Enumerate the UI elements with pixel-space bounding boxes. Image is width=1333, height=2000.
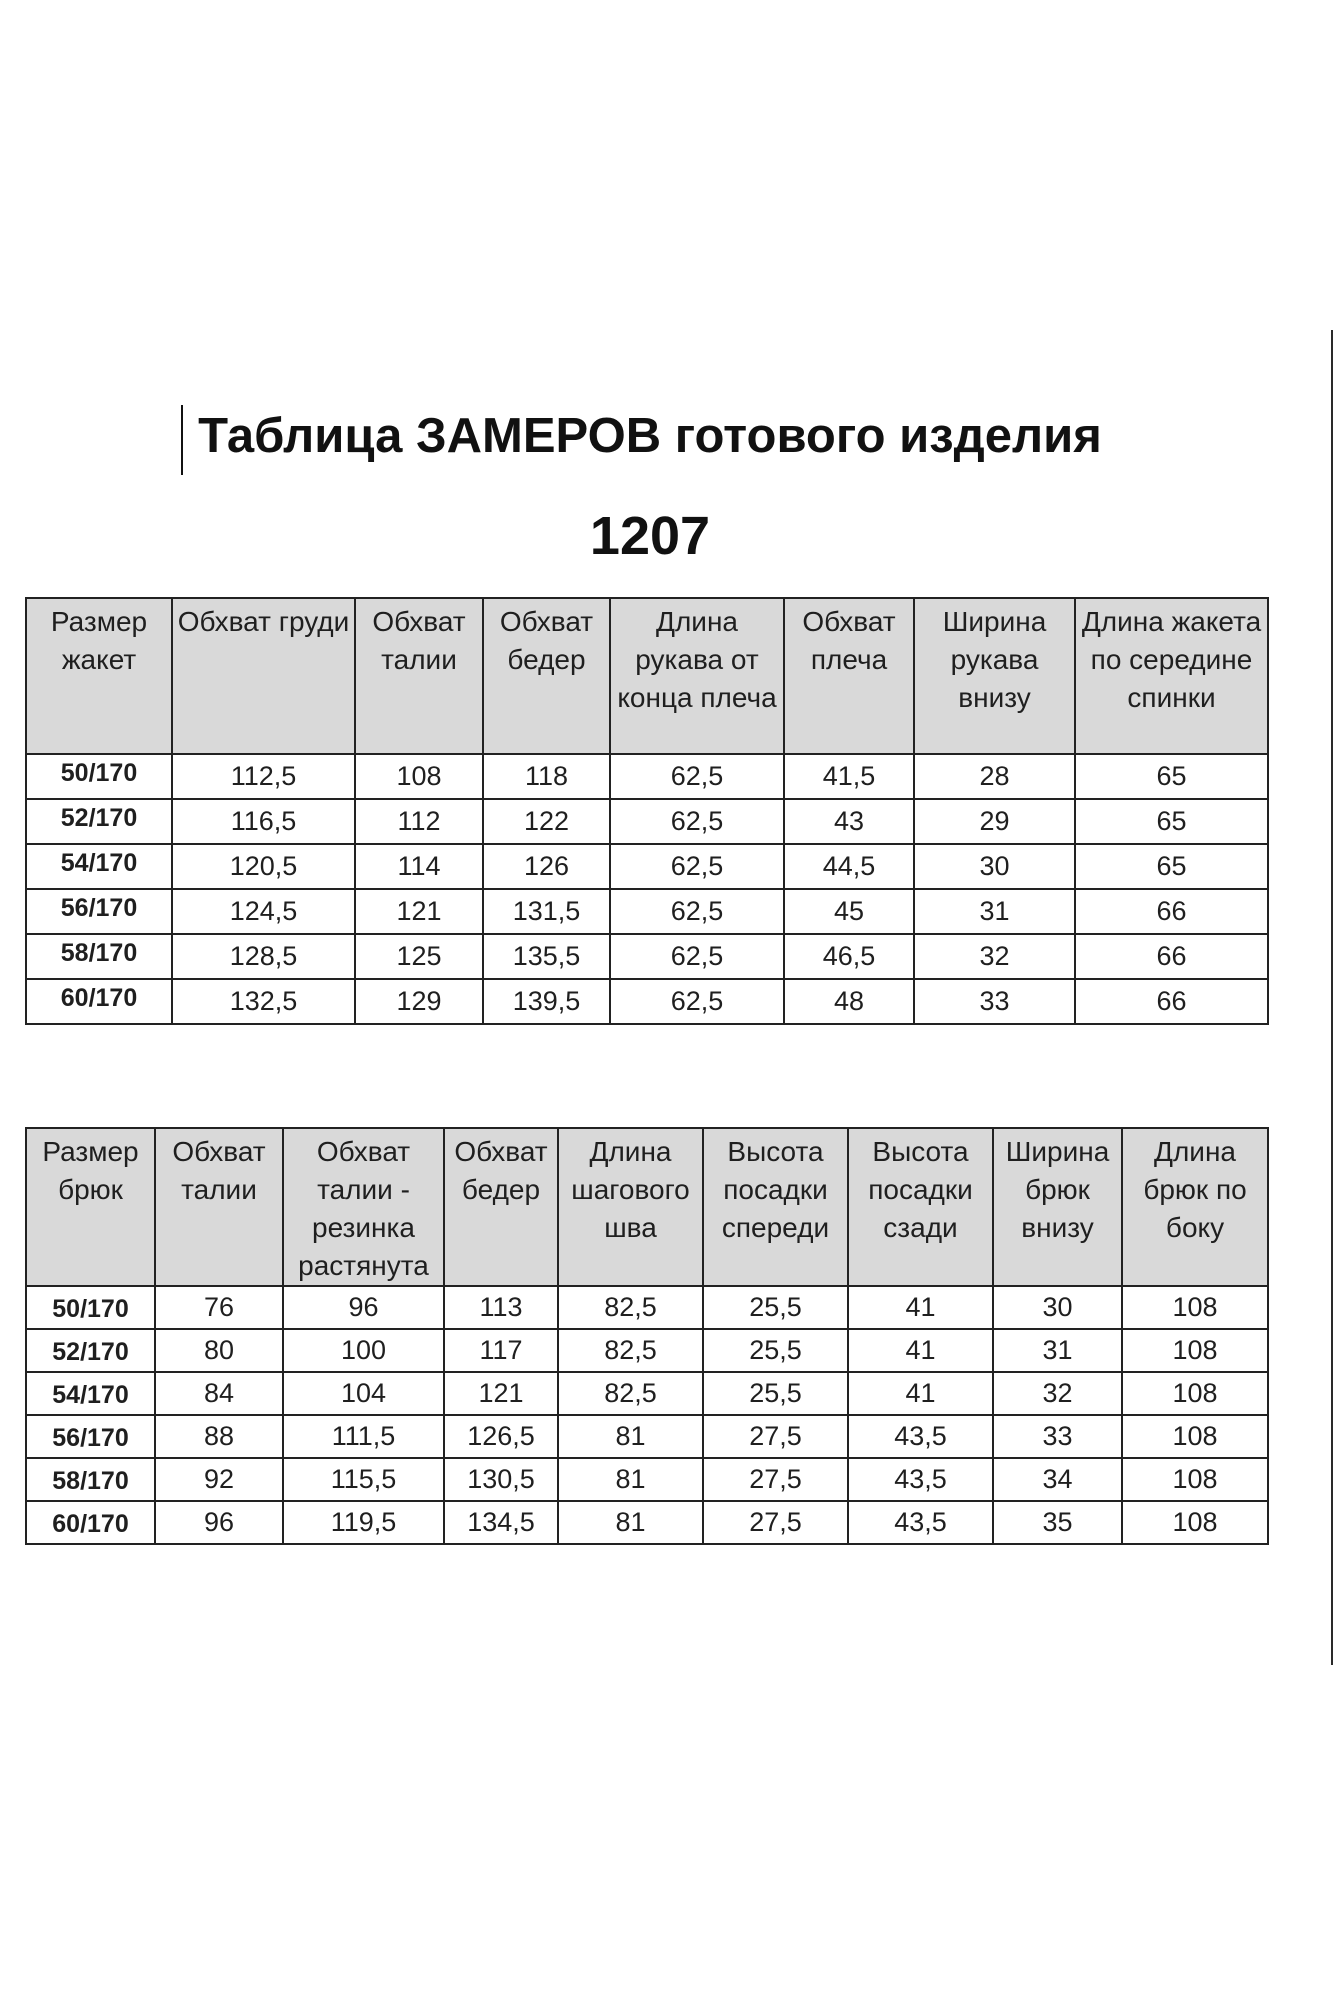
jacket-value-cell: 128,5: [172, 934, 355, 979]
jacket-table-row: [26, 934, 1268, 979]
pants-header-cell: Ширина брюк внизу: [993, 1128, 1122, 1286]
pants-header-cell: Обхват талии - резинка растянута: [283, 1128, 444, 1286]
pants-value-cell: 41: [848, 1329, 993, 1372]
jacket-value-cell: 29: [914, 799, 1075, 844]
jacket-header-cell: Ширина рукава внизу: [914, 598, 1075, 754]
pants-value-cell: 121: [444, 1372, 558, 1415]
jacket-value-cell: 121: [355, 889, 483, 934]
model-code: 1207: [589, 506, 711, 566]
jacket-value-cell: 118: [483, 754, 610, 799]
pants-size-cell: 56/170: [26, 1415, 155, 1458]
jacket-header-row: [26, 598, 1268, 754]
jacket-value-cell: 43: [784, 799, 914, 844]
pants-value-cell: 96: [155, 1501, 283, 1544]
pants-value-cell: 82,5: [558, 1286, 703, 1329]
pants-value-cell: 43,5: [848, 1415, 993, 1458]
jacket-table-row: [26, 979, 1268, 1024]
jacket-value-cell: 45: [784, 889, 914, 934]
pants-header-cell: Высота посадки спереди: [703, 1128, 848, 1286]
jacket-value-cell: 31: [914, 889, 1075, 934]
jacket-value-cell: 139,5: [483, 979, 610, 1024]
pants-table-row: [26, 1415, 1268, 1458]
jacket-size-cell: 50/170: [26, 754, 172, 799]
jacket-table-row: [26, 799, 1268, 844]
jacket-value-cell: 62,5: [610, 844, 784, 889]
pants-value-cell: 25,5: [703, 1329, 848, 1372]
pants-table-body: [26, 1286, 1268, 1544]
pants-value-cell: 41: [848, 1286, 993, 1329]
pants-value-cell: 108: [1122, 1458, 1268, 1501]
pants-value-cell: 108: [1122, 1329, 1268, 1372]
jacket-value-cell: 62,5: [610, 979, 784, 1024]
pants-value-cell: 43,5: [848, 1501, 993, 1544]
jacket-header-cell: Размер жакет: [26, 598, 172, 754]
pants-value-cell: 76: [155, 1286, 283, 1329]
jacket-value-cell: 112,5: [172, 754, 355, 799]
jacket-value-cell: 120,5: [172, 844, 355, 889]
pants-value-cell: 104: [283, 1372, 444, 1415]
pants-value-cell: 119,5: [283, 1501, 444, 1544]
pants-size-cell: 58/170: [26, 1458, 155, 1501]
pants-value-cell: 34: [993, 1458, 1122, 1501]
jacket-value-cell: 66: [1075, 979, 1268, 1024]
pants-value-cell: 96: [283, 1286, 444, 1329]
jacket-size-cell: 58/170: [26, 934, 172, 979]
pants-value-cell: 100: [283, 1329, 444, 1372]
pants-table-row: [26, 1501, 1268, 1544]
pants-header-cell: Длина брюк по боку: [1122, 1128, 1268, 1286]
jacket-value-cell: 112: [355, 799, 483, 844]
jacket-header-cell: Обхват талии: [355, 598, 483, 754]
jacket-value-cell: 62,5: [610, 889, 784, 934]
pants-value-cell: 33: [993, 1415, 1122, 1458]
jacket-table-body: [26, 754, 1268, 1024]
jacket-value-cell: 132,5: [172, 979, 355, 1024]
pants-table-row: [26, 1458, 1268, 1501]
jacket-value-cell: 114: [355, 844, 483, 889]
jacket-header-cell: Длина рукава от конца плеча: [610, 598, 784, 754]
jacket-value-cell: 124,5: [172, 889, 355, 934]
pants-value-cell: 25,5: [703, 1286, 848, 1329]
jacket-value-cell: 65: [1075, 844, 1268, 889]
pants-value-cell: 35: [993, 1501, 1122, 1544]
jacket-value-cell: 108: [355, 754, 483, 799]
pants-header-cell: Длина шагового шва: [558, 1128, 703, 1286]
jacket-value-cell: 44,5: [784, 844, 914, 889]
pants-value-cell: 126,5: [444, 1415, 558, 1458]
pants-value-cell: 25,5: [703, 1372, 848, 1415]
pants-header-cell: Обхват бедер: [444, 1128, 558, 1286]
jacket-size-cell: 54/170: [26, 844, 172, 889]
pants-value-cell: 117: [444, 1329, 558, 1372]
pants-value-cell: 82,5: [558, 1329, 703, 1372]
jacket-value-cell: 122: [483, 799, 610, 844]
jacket-value-cell: 62,5: [610, 934, 784, 979]
jacket-value-cell: 32: [914, 934, 1075, 979]
pants-header-cell: Высота посадки сзади: [848, 1128, 993, 1286]
jacket-header-cell: Длина жакета по середине спинки: [1075, 598, 1268, 754]
pants-value-cell: 88: [155, 1415, 283, 1458]
jacket-value-cell: 48: [784, 979, 914, 1024]
pants-value-cell: 113: [444, 1286, 558, 1329]
jacket-header-cell: Обхват плеча: [784, 598, 914, 754]
pants-value-cell: 81: [558, 1501, 703, 1544]
jacket-value-cell: 126: [483, 844, 610, 889]
pants-value-cell: 27,5: [703, 1458, 848, 1501]
pants-value-cell: 41: [848, 1372, 993, 1415]
jacket-value-cell: 46,5: [784, 934, 914, 979]
pants-size-cell: 50/170: [26, 1286, 155, 1329]
jacket-table-row: [26, 844, 1268, 889]
jacket-table-row: [26, 889, 1268, 934]
pants-value-cell: 92: [155, 1458, 283, 1501]
pants-value-cell: 108: [1122, 1372, 1268, 1415]
pants-value-cell: 111,5: [283, 1415, 444, 1458]
pants-value-cell: 27,5: [703, 1501, 848, 1544]
pants-value-cell: 30: [993, 1286, 1122, 1329]
pants-size-cell: 52/170: [26, 1329, 155, 1372]
jacket-header-cell: Обхват груди: [172, 598, 355, 754]
pants-measurements-table: [25, 1127, 1269, 1545]
jacket-value-cell: 66: [1075, 889, 1268, 934]
pants-value-cell: 108: [1122, 1415, 1268, 1458]
jacket-value-cell: 129: [355, 979, 483, 1024]
jacket-value-cell: 30: [914, 844, 1075, 889]
pants-value-cell: 82,5: [558, 1372, 703, 1415]
pants-value-cell: 81: [558, 1458, 703, 1501]
jacket-value-cell: 131,5: [483, 889, 610, 934]
jacket-value-cell: 125: [355, 934, 483, 979]
jacket-measurements-table: [25, 597, 1269, 1025]
jacket-size-cell: 56/170: [26, 889, 172, 934]
pants-size-cell: 54/170: [26, 1372, 155, 1415]
pants-value-cell: 32: [993, 1372, 1122, 1415]
pants-value-cell: 80: [155, 1329, 283, 1372]
jacket-value-cell: 41,5: [784, 754, 914, 799]
jacket-value-cell: 62,5: [610, 799, 784, 844]
pants-header-row: [26, 1128, 1268, 1286]
pants-value-cell: 130,5: [444, 1458, 558, 1501]
jacket-table-row: [26, 754, 1268, 799]
pants-header-cell: Размер брюк: [26, 1128, 155, 1286]
pants-value-cell: 134,5: [444, 1501, 558, 1544]
page-title: Таблица ЗАМЕРОВ готового изделия: [198, 409, 1102, 463]
pants-table-row: [26, 1372, 1268, 1415]
pants-table-row: [26, 1329, 1268, 1372]
jacket-value-cell: 28: [914, 754, 1075, 799]
pants-value-cell: 27,5: [703, 1415, 848, 1458]
pants-value-cell: 84: [155, 1372, 283, 1415]
jacket-value-cell: 65: [1075, 799, 1268, 844]
jacket-size-cell: 60/170: [26, 979, 172, 1024]
jacket-value-cell: 62,5: [610, 754, 784, 799]
pants-value-cell: 43,5: [848, 1458, 993, 1501]
jacket-value-cell: 116,5: [172, 799, 355, 844]
pants-value-cell: 31: [993, 1329, 1122, 1372]
pants-value-cell: 108: [1122, 1501, 1268, 1544]
jacket-value-cell: 33: [914, 979, 1075, 1024]
jacket-size-cell: 52/170: [26, 799, 172, 844]
jacket-header-cell: Обхват бедер: [483, 598, 610, 754]
pants-value-cell: 108: [1122, 1286, 1268, 1329]
pants-header-cell: Обхват талии: [155, 1128, 283, 1286]
jacket-value-cell: 66: [1075, 934, 1268, 979]
pants-value-cell: 115,5: [283, 1458, 444, 1501]
pants-size-cell: 60/170: [26, 1501, 155, 1544]
pants-table-row: [26, 1286, 1268, 1329]
pants-value-cell: 81: [558, 1415, 703, 1458]
jacket-value-cell: 135,5: [483, 934, 610, 979]
jacket-value-cell: 65: [1075, 754, 1268, 799]
